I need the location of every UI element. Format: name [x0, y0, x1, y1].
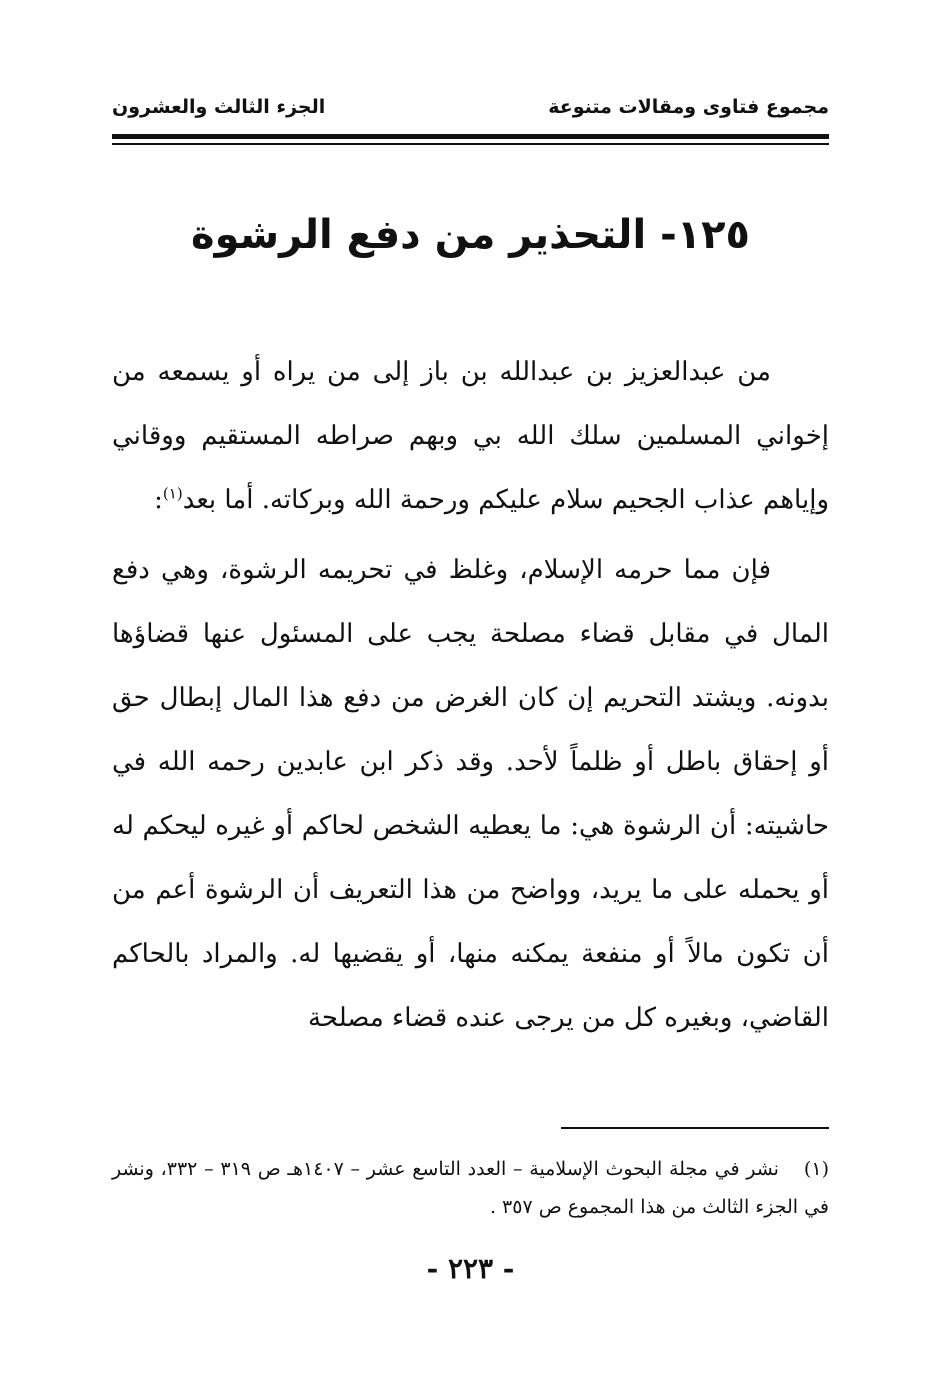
body-paragraph-1-text: من عبدالعزيز بن عبدالله بن باز إلى من يراه أو يسمعه من إخواني المسلمين سلك الله بي وبهم صراطه المستقيم ووقاني وإياهم عذاب الجحيم سلام عليكم ورحمة الله وبركاته. أما بعد — [112, 357, 829, 515]
article-title: ١٢٥- التحذير من دفع الرشوة — [191, 212, 750, 258]
body-paragraph-2: فإن مما حرمه الإسلام، وغلظ في تحريمه الرشوة، وهي دفع المال في مقابل قضاء مصلحة يجب على المسئول عنها قضاؤها بدونه. ويشتد التحريم إن كان الغرض من دفع هذا المال إبطال حق أو إحقاق باطل أو ظلماً لأحد. وقد ذكر ابن عابدين رحمه الله في حاشيته: أن الرشوة هي: ما يعطيه الشخص لحاكم أو غيره ليحكم له أو يحمله على ما يريد، وواضح من هذا التعريف أن الرشوة أعم من أن تكون مالاً أو منفعة يمكنه منها، أو يقضيها له. والمراد بالحاكم القاضي، وبغيره كل من يرجى عنده قضاء مصلحة — [112, 555, 829, 1033]
footnote-separator — [561, 1127, 829, 1129]
running-header — [112, 92, 829, 132]
header-double-rule — [112, 134, 829, 148]
body-paragraph-1 — [112, 340, 829, 532]
footnote-number: (١) — [803, 1158, 829, 1180]
header-rule-thin — [112, 143, 829, 145]
article-body — [112, 340, 829, 1050]
body-paragraph-1-end: : — [154, 485, 163, 515]
header-rule-thick — [112, 134, 829, 139]
header-book-title: مجموع فتاوى ومقالات متنوعة — [548, 96, 829, 118]
page-number: - ٢٢٣ - — [426, 1252, 515, 1285]
header-volume: الجزء الثالث والعشرون — [112, 96, 326, 118]
footnote-text: نشر في مجلة البحوث الإسلامية – العدد التاسع عشر – ١٤٠٧هـ ص ٣١٩ – ٣٣٢، ونشر في الجزء الثالث من هذا المجموع ص ٣٥٧ . — [112, 1158, 829, 1218]
footnote — [112, 1150, 829, 1226]
footnote-reference: (١) — [162, 484, 183, 503]
